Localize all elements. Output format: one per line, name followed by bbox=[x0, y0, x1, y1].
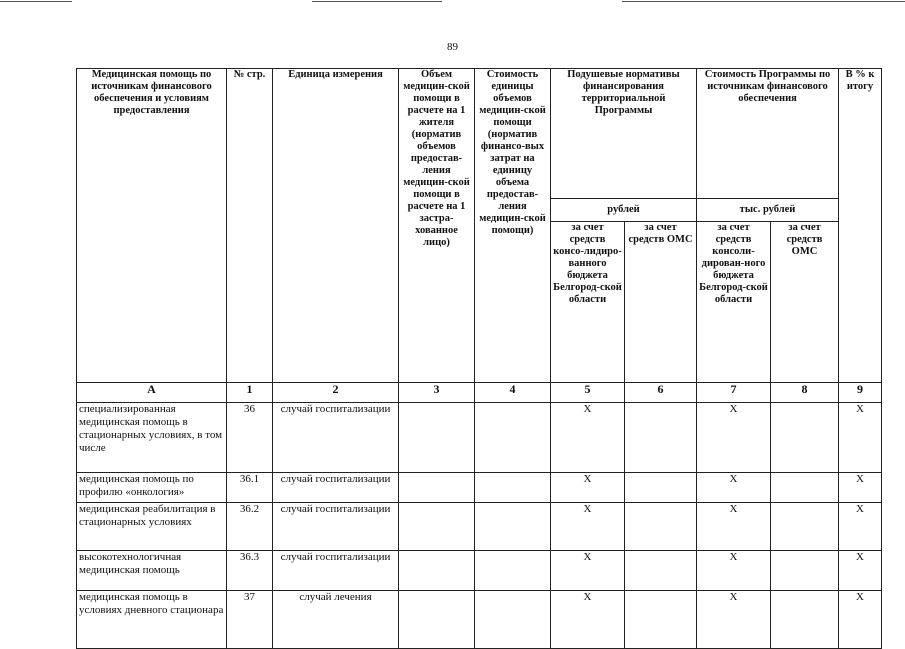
cell-col-7: X bbox=[697, 473, 771, 503]
header-unit-rubles: рублей bbox=[551, 199, 697, 222]
header-col-9: В % к итогу bbox=[839, 69, 882, 383]
cell-col-6 bbox=[625, 403, 697, 473]
header-group-program-cost: Стоимость Программы по источникам финансового обеспечения bbox=[697, 69, 839, 199]
cell-col-7: X bbox=[697, 503, 771, 551]
row-unit: случай госпитализации bbox=[273, 551, 399, 591]
index-cell: 5 bbox=[551, 383, 625, 403]
table-row bbox=[77, 551, 882, 591]
row-number: 36.2 bbox=[227, 503, 273, 551]
index-cell: 8 bbox=[771, 383, 839, 403]
cell-col-3 bbox=[399, 503, 475, 551]
row-number: 36.1 bbox=[227, 473, 273, 503]
index-cell: 9 bbox=[839, 383, 882, 403]
cell-col-6 bbox=[625, 473, 697, 503]
cell-col-9: X bbox=[839, 503, 882, 551]
cell-col-8 bbox=[771, 473, 839, 503]
table-row bbox=[77, 473, 882, 503]
row-number: 36 bbox=[227, 403, 273, 473]
index-cell: 4 bbox=[475, 383, 551, 403]
row-unit: случай лечения bbox=[273, 591, 399, 649]
header-unit-thousand-rubles: тыс. рублей bbox=[697, 199, 839, 222]
cell-col-7: X bbox=[697, 403, 771, 473]
cell-col-3 bbox=[399, 551, 475, 591]
scan-edge-line-center bbox=[312, 1, 442, 2]
cell-col-3 bbox=[399, 473, 475, 503]
row-label: медицинская реабилитация в стационарных условиях bbox=[77, 503, 227, 551]
header-col-2: Единица измерения bbox=[273, 69, 399, 383]
index-cell: 2 bbox=[273, 383, 399, 403]
index-cell: А bbox=[77, 383, 227, 403]
row-label: высокотехнологичная медицинская помощь bbox=[77, 551, 227, 591]
cell-col-5: X bbox=[551, 503, 625, 551]
cell-col-6 bbox=[625, 503, 697, 551]
cell-col-5: X bbox=[551, 591, 625, 649]
index-cell: 3 bbox=[399, 383, 475, 403]
header-col-5: за счет средств консо-лидиро-ванного бюджета Белгород-ской области bbox=[551, 222, 625, 383]
cell-col-4 bbox=[475, 403, 551, 473]
table-row bbox=[77, 403, 882, 473]
row-label: специализированная медицинская помощь в стационарных условиях, в том числе bbox=[77, 403, 227, 473]
cell-col-7: X bbox=[697, 551, 771, 591]
header-col-1: № стр. bbox=[227, 69, 273, 383]
header-group-per-capita: Подушевые нормативы финансирования территориальной Программы bbox=[551, 69, 697, 199]
cell-col-9: X bbox=[839, 403, 882, 473]
row-unit: случай госпитализации bbox=[273, 403, 399, 473]
cell-col-4 bbox=[475, 473, 551, 503]
header-col-8: за счет средств ОМС bbox=[771, 222, 839, 383]
row-label: медицинская помощь в условиях дневного стационара bbox=[77, 591, 227, 649]
cell-col-3 bbox=[399, 403, 475, 473]
cell-col-4 bbox=[475, 551, 551, 591]
row-unit: случай госпитализации bbox=[273, 473, 399, 503]
column-index-row bbox=[77, 383, 882, 403]
cell-col-8 bbox=[771, 403, 839, 473]
index-cell: 6 bbox=[625, 383, 697, 403]
program-cost-table bbox=[76, 68, 882, 649]
index-cell: 1 bbox=[227, 383, 273, 403]
cell-col-9: X bbox=[839, 591, 882, 649]
cell-col-6 bbox=[625, 551, 697, 591]
cell-col-8 bbox=[771, 503, 839, 551]
page-number: 89 bbox=[447, 41, 458, 53]
header-col-a: Медицинская помощь по источникам финансового обеспечения и условиям предоставления bbox=[77, 69, 227, 383]
header-col-6: за счет средств ОМС bbox=[625, 222, 697, 383]
cell-col-7: X bbox=[697, 591, 771, 649]
header-col-7: за счет средств консоли-дирован-ного бюджета Белгород-ской области bbox=[697, 222, 771, 383]
cell-col-5: X bbox=[551, 403, 625, 473]
row-label: медицинская помощь по профилю «онкология» bbox=[77, 473, 227, 503]
header-col-3: Объем медицин-ской помощи в расчете на 1 жителя (норматив объемов предостав-ления медицин-ской помощи в расчете на 1 застра-хованное лицо) bbox=[399, 69, 475, 383]
row-number: 36.3 bbox=[227, 551, 273, 591]
table-row bbox=[77, 503, 882, 551]
cell-col-5: X bbox=[551, 551, 625, 591]
scan-edge-line-right bbox=[622, 1, 905, 2]
cell-col-8 bbox=[771, 551, 839, 591]
index-cell: 7 bbox=[697, 383, 771, 403]
cell-col-9: X bbox=[839, 473, 882, 503]
cell-col-9: X bbox=[839, 551, 882, 591]
header-col-4: Стоимость единицы объемов медицин-ской помощи (норматив финансо-вых затрат на единицу объема предостав-ления медицин-ской помощи) bbox=[475, 69, 551, 383]
header-row-1 bbox=[77, 69, 882, 199]
row-unit: случай госпитализации bbox=[273, 503, 399, 551]
cell-col-4 bbox=[475, 503, 551, 551]
scan-edge-line-left bbox=[0, 1, 72, 2]
row-number: 37 bbox=[227, 591, 273, 649]
cell-col-5: X bbox=[551, 473, 625, 503]
